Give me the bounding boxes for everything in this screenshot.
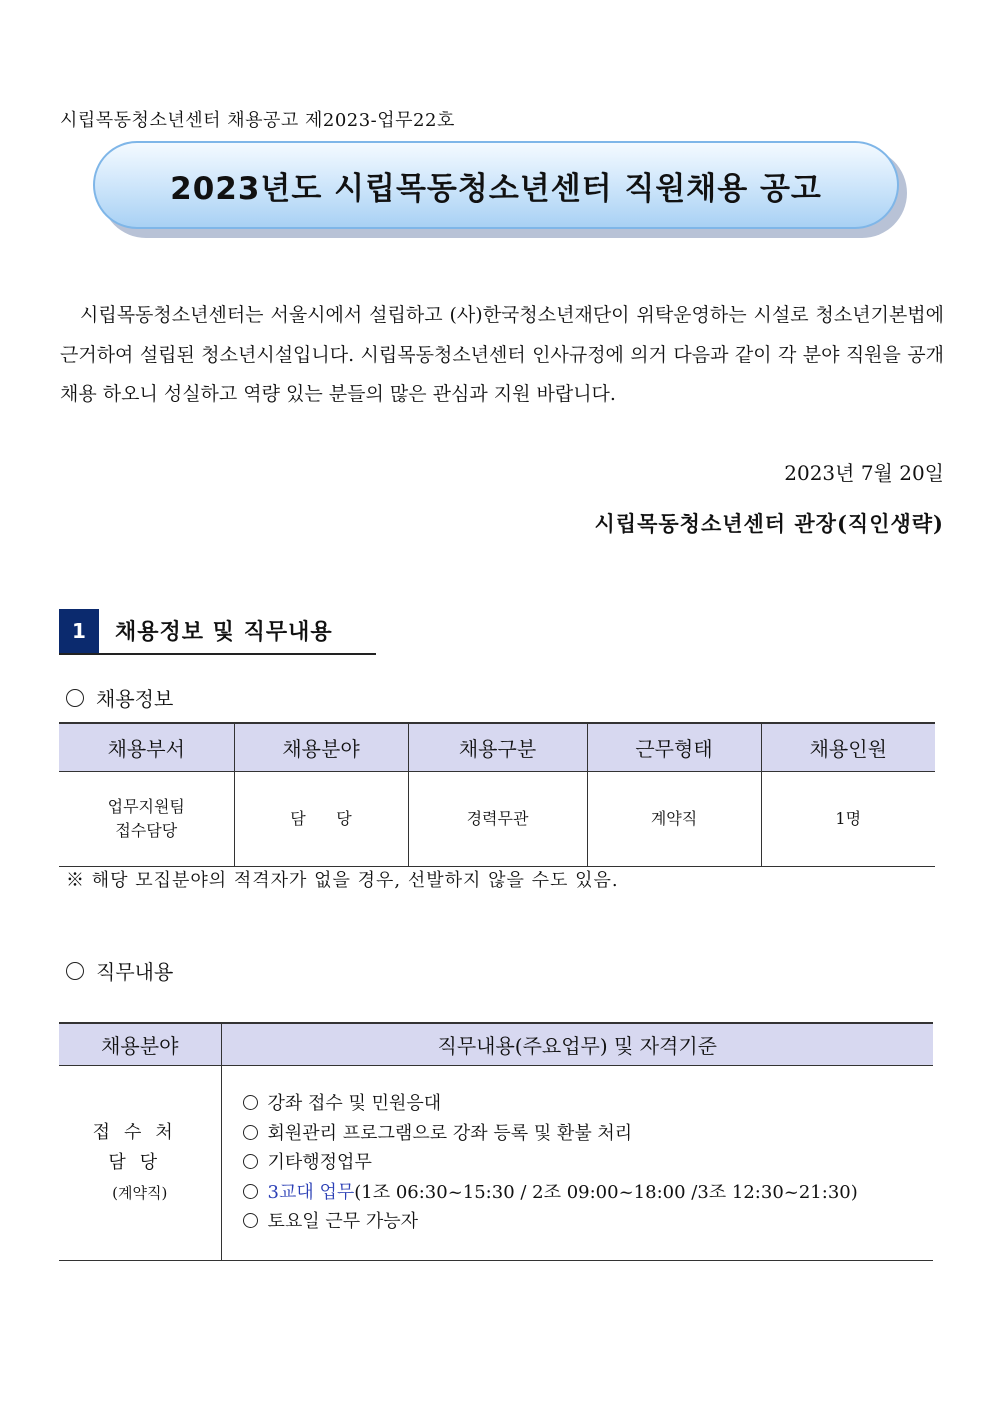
column-header: 채용분야 (59, 1023, 221, 1066)
column-header: 채용구분 (408, 723, 587, 772)
recruit-info-table (59, 722, 935, 867)
dept-line: 접수담당 (115, 821, 178, 840)
dept-line: 업무지원팀 (107, 797, 185, 816)
circle-bullet-icon (243, 1154, 258, 1169)
list-item (243, 1148, 933, 1178)
duties-table (59, 1022, 933, 1261)
circle-bullet-icon (243, 1213, 258, 1228)
column-header: 채용분야 (234, 723, 408, 772)
circle-bullet-icon (66, 689, 84, 707)
table-row (59, 1066, 933, 1261)
title-banner (93, 141, 899, 229)
circle-bullet-icon (243, 1095, 258, 1110)
column-header: 근무형태 (587, 723, 761, 772)
shift-highlight: 3교대 업무 (267, 1181, 355, 1203)
list-item (243, 1178, 933, 1208)
duties-content-cell (221, 1066, 933, 1261)
table-header-row (59, 1023, 933, 1066)
circle-bullet-icon (243, 1184, 258, 1199)
column-header: 직무내용(주요업무) 및 자격기준 (221, 1023, 933, 1066)
section-title: 채용정보 및 직무내용 (115, 620, 333, 645)
duties-heading (66, 956, 173, 985)
field-cell (234, 772, 408, 867)
field-line: 접수처 (92, 1122, 187, 1143)
intro-paragraph: 시립목동청소년센터는 서울시에서 설립하고 (사)한국청소년재단이 위탁운영하는 시설로 청소년기본법에 근거하여 설립된 청소년시설입니다. 시립목동청소년센터 인사규정에 의거 다음과 같이 각 분야 직원을 공개채용 하오니 성실하고 역량 있는 분들의 많은 관심과 지원 바랍니다. (60, 304, 944, 405)
list-item (243, 1207, 933, 1237)
type-cell: 경력무관 (408, 772, 587, 867)
field-line: (계약직) (112, 1184, 168, 1202)
duties-field-cell (59, 1066, 221, 1261)
field-value: 담 당 (290, 809, 352, 828)
list-item (243, 1089, 933, 1119)
circle-bullet-icon (66, 962, 84, 980)
recruit-info-heading (66, 683, 173, 712)
work-form-cell: 계약직 (587, 772, 761, 867)
recruit-info-heading-text: 채용정보 (96, 687, 174, 711)
duties-heading-text: 직무내용 (96, 960, 174, 984)
section-number: 1 (59, 609, 99, 653)
count-cell: 1명 (761, 772, 935, 867)
duty-text: 회원관리 프로그램으로 강좌 등록 및 환불 처리 (267, 1122, 633, 1144)
column-header: 채용부서 (59, 723, 234, 772)
notice-number: 시립목동청소년센터 채용공고 제2023-업무22호 (60, 110, 455, 131)
table-row (59, 772, 935, 867)
duties-list (223, 1089, 933, 1237)
duty-text: 강좌 접수 및 민원응대 (267, 1093, 442, 1115)
shift-detail: (1조 06:30~15:30 / 2조 09:00~18:00 /3조 12:30~21:30) (354, 1181, 858, 1203)
circle-bullet-icon (243, 1125, 258, 1140)
dept-cell (59, 772, 234, 867)
page-title: 2023년도 시립목동청소년센터 직원채용 공고 (170, 170, 822, 207)
duty-text: 기타행정업무 (267, 1152, 372, 1174)
signer: 시립목동청소년센터 관장(직인생략) (594, 511, 944, 536)
duty-text: 토요일 근무 가능자 (267, 1211, 419, 1233)
list-item (243, 1119, 933, 1149)
selection-note: ※ 해당 모집분야의 적격자가 없을 경우, 선발하지 않을 수도 있음. (66, 870, 619, 891)
table-header-row (59, 723, 935, 772)
announcement-date: 2023년 7월 20일 (784, 461, 944, 485)
section-header (59, 609, 376, 655)
field-line: 담당 (108, 1152, 172, 1173)
column-header: 채용인원 (761, 723, 935, 772)
